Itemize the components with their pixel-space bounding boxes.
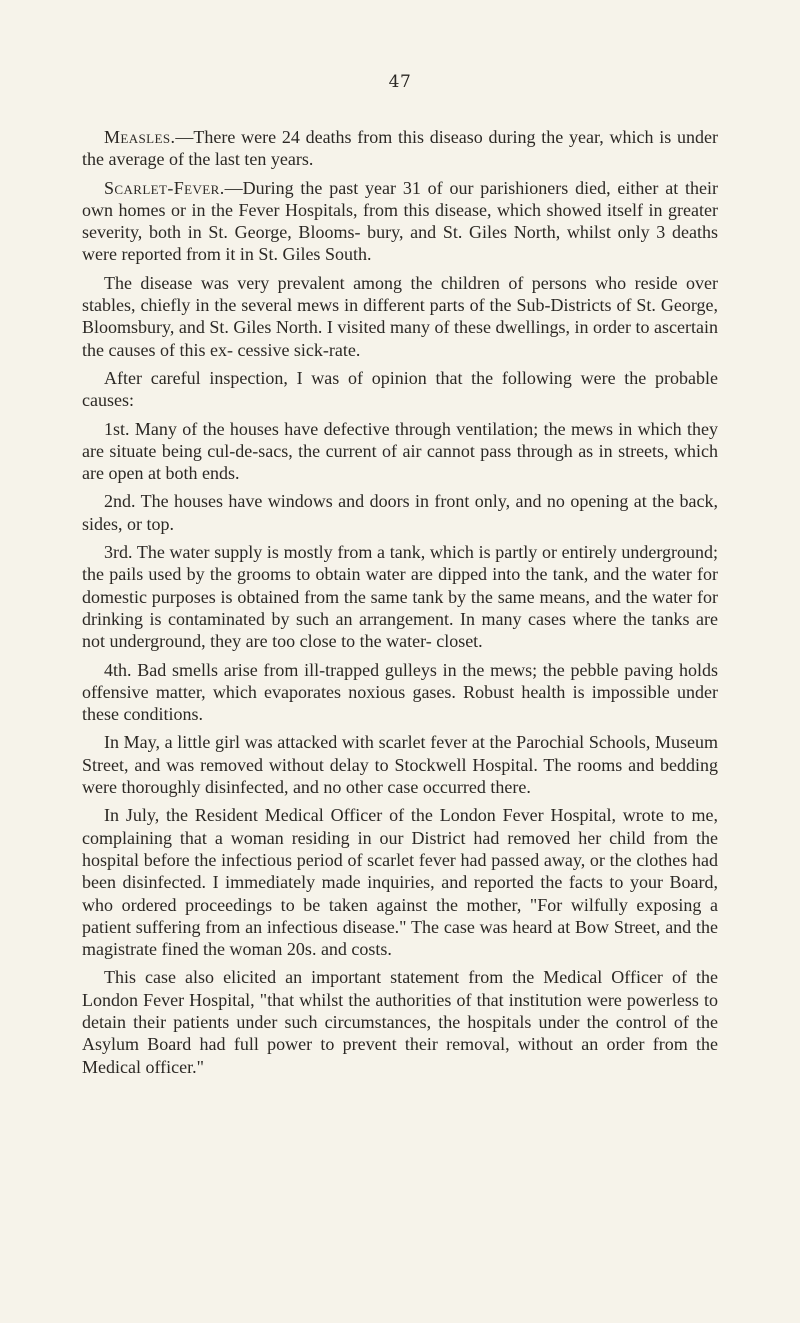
paragraph: The disease was very prevalent among the children of persons who reside over stables, chiefly in the several mews in different parts of the Sub-Districts of St. George, Bloomsbury, and St. Giles North. I visited many of these dwellings, in order to ascertain the causes of this ex- cessive sick-rate. [82, 272, 718, 360]
section-heading-measles: Measles. [104, 127, 176, 147]
paragraph-cause-4: 4th. Bad smells arise from ill-trapped gulleys in the mews; the pebble paving holds offensive matter, which evaporates noxious gases. Robust health is impossible under these conditions. [82, 659, 718, 725]
paragraph-text: —There were 24 deaths from this diseaso during the year, which is under the average of the last ten years. [82, 127, 718, 170]
paragraph: After careful inspection, I was of opinion that the following were the probable causes: [82, 367, 718, 411]
paragraph-cause-1: 1st. Many of the houses have defective through ventilation; the mews in which they are situate being cul-de-sacs, the current of air cannot pass through as in streets, which are open at both ends. [82, 418, 718, 484]
section-heading-scarlet-fever: Scarlet-Fever. [104, 177, 225, 198]
body-text [82, 126, 718, 1084]
paragraph: In May, a little girl was attacked with scarlet fever at the Parochial Schools, Museum Street, and was removed without delay to Stockwell Hospital. The rooms and bedding were thoroughly disinfected, and no other case occurred there. [82, 732, 718, 798]
page-number: 47 [388, 72, 412, 92]
paragraph-text: —During the past year 31 of our parishioners died, either at their own homes or in the Fever Hospitals, from this disease, which showed itself in greater severity, both in St. George, Blooms- bury, and St. Giles North, whilst only 3 deaths were reported from it in St. Giles South. [82, 177, 718, 265]
paragraph-measles [82, 126, 718, 171]
paragraph-scarlet-fever [82, 177, 718, 266]
paragraph-cause-3: 3rd. The water supply is mostly from a tank, which is partly or entirely underground; the pails used by the grooms to obtain water are dipped into the tank, and the water for domestic purposes is obtained from the same tank by the same means, and the water for drinking is contaminated by such an arrangement. In many cases where the tanks are not underground, they are too close to the water- closet. [82, 542, 718, 652]
paragraph: This case also elicited an important statement from the Medical Officer of the London Fever Hospital, "that whilst the authorities of that institution were powerless to detain their patients under such circumstances, the hospitals under the control of the Asylum Board had full power to prevent their removal, without an order from the Medical officer." [82, 967, 718, 1077]
paragraph: In July, the Resident Medical Officer of the London Fever Hospital, wrote to me, complaining that a woman residing in our District had removed her child from the hospital before the infectious period of scarlet fever had passed away, or the clothes had been disinfected. I immediately made inquiries, and reported the facts to your Board, who ordered proceedings to be taken against the mother, "For wilfully exposing a patient suffering from an infectious disease." The case was heard at Bow Street, and the magistrate fined the woman 20s. and costs. [82, 805, 718, 960]
paragraph-cause-2: 2nd. The houses have windows and doors in front only, and no opening at the back, sides, or top. [82, 491, 718, 534]
